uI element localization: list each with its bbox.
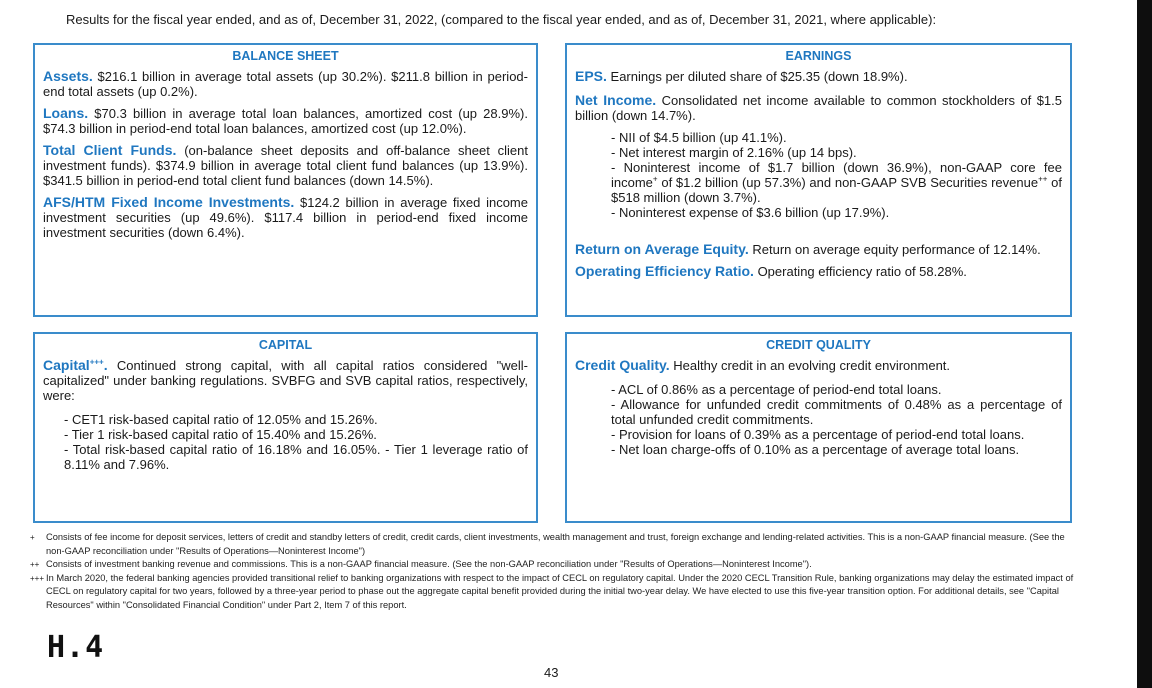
bullet-provision: - Provision for loans of 0.39% as a percentage of period-end total loans.	[611, 427, 1025, 442]
assets-label: Assets.	[43, 68, 93, 84]
viewer-edge-bar	[1137, 0, 1152, 688]
eps-text: Earnings per diluted share of $25.35 (down 18.9%).	[610, 69, 908, 84]
roe-label: Return on Average Equity.	[575, 241, 749, 257]
capital-title: CAPITAL	[258, 338, 313, 352]
bullet-acl: - ACL of 0.86% as a percentage of period-end total loans.	[611, 382, 942, 397]
footnote: +++ In March 2020, the federal banking agencies provided transitional relief to banking organizations with respect to the impact of CECL on regulatory capital. Under the 2020 CECL Transition Rule, banking organizations may delay the estimated impact of CECL on regulatory capital for two years, followed by a three-year period to phase out the aggregate capital benefit provided during the initial two-year delay. We have elected to use this five-year transition option. For additional details, see "Capital Resources" within "Consolidated Financial Condition" under Part 2, Item 7 of this report.	[30, 572, 1074, 610]
credit-quality-label: Credit Quality.	[575, 357, 670, 373]
bullet-noninterest-expense: - Noninterest expense of $3.6 billion (up 17.9%).	[611, 205, 890, 220]
credit-quality-paragraph	[575, 358, 1062, 373]
bullet-nii: - NII of $4.5 billion (up 41.1%).	[611, 130, 787, 145]
net-income-label: Net Income.	[575, 92, 657, 108]
earnings-title: EARNINGS	[785, 49, 852, 63]
eps-label: EPS.	[575, 68, 607, 84]
footnote: ++ Consists of investment banking revenue and commissions. This is a non-GAAP financial measure. (See the non-GAAP reconciliation under "Results of Operations—Noninterest Income").	[30, 559, 812, 569]
credit-quality-title: CREDIT QUALITY	[766, 338, 871, 352]
client-funds-label: Total Client Funds.	[43, 142, 177, 158]
bullet-nim: - Net interest margin of 2.16% (up 14 bps).	[611, 145, 857, 160]
loans-label: Loans.	[43, 105, 89, 121]
net-income-paragraph	[575, 93, 1062, 123]
roe-text: Return on average equity performance of 12.14%.	[752, 242, 1041, 257]
bullet-noninterest-income: - Noninterest income of $1.7 billion (down 36.9%), non-GAAP core fee income+ of $1.2 billion (up 57.3%) and non-GAAP SVB Securities revenue++ of $518 million (down 3.7%).	[611, 160, 1062, 205]
assets-paragraph	[43, 69, 528, 99]
loans-text: $70.3 billion in average total loan balances, amortized cost (up 28.9%). $74.3 billion in period-end total loan balances, amortized cost (up 12.0%).	[43, 106, 528, 136]
earnings-panel	[565, 43, 1072, 317]
assets-text: $216.1 billion in average total assets (up 30.2%). $211.8 billion in period-end total assets (up 0.2%).	[43, 69, 528, 99]
page-number: 43	[544, 665, 559, 680]
loans-paragraph	[43, 106, 528, 136]
client-funds-text: (on-balance sheet deposits and off-balance sheet client investment funds). $374.9 billion in average total client fund balances (up 13.9%). $341.5 billion in period-end total client fund balances (down 14.5%).	[43, 143, 528, 188]
fixed-income-label: AFS/HTM Fixed Income Investments.	[43, 194, 295, 210]
report-intro: Results for the fiscal year ended, and as of, December 31, 2022, (compared to the fiscal year ended, and as of, December 31, 2021, where applicable):	[66, 12, 937, 27]
fixed-income-paragraph	[43, 195, 528, 240]
eps-paragraph	[575, 69, 1062, 84]
bullet-cet1: - CET1 risk-based capital ratio of 12.05% and 15.26%.	[64, 412, 378, 427]
roe-paragraph	[575, 242, 1062, 257]
section-stamp: H.4	[47, 630, 105, 665]
capital-label: Capital+++.	[43, 357, 108, 373]
earnings-bullets	[611, 130, 1062, 220]
balance-sheet-panel	[33, 43, 538, 317]
efficiency-text: Operating efficiency ratio of 58.28%.	[757, 264, 967, 279]
credit-quality-bullets	[611, 382, 1062, 457]
capital-text: Continued strong capital, with all capital ratios considered "well-capitalized" under banking regulations. SVBFG and SVB capital ratios, respectively, were:	[43, 358, 528, 403]
footnotes	[30, 531, 1076, 612]
fixed-income-text: $124.2 billion in average fixed income investment securities (up 49.6%). $117.4 billion in period-end fixed income investment securities (down 6.4%).	[43, 195, 528, 240]
credit-quality-panel	[565, 332, 1072, 523]
balance-sheet-title: BALANCE SHEET	[232, 49, 339, 63]
client-funds-paragraph	[43, 143, 528, 188]
net-income-text: Consolidated net income available to common stockholders of $1.5 billion (down 14.7%).	[575, 93, 1062, 123]
efficiency-label: Operating Efficiency Ratio.	[575, 263, 754, 279]
bullet-unfunded-commitments: - Allowance for unfunded credit commitments of 0.48% as a percentage of total unfunded credit commitments.	[611, 397, 1062, 427]
bullet-total-risk: - Total risk-based capital ratio of 16.18% and 16.05%. - Tier 1 leverage ratio of 8.11% and 7.96%.	[64, 442, 528, 472]
capital-panel	[33, 332, 538, 523]
credit-quality-text: Healthy credit in an evolving credit environment.	[673, 358, 951, 373]
efficiency-paragraph	[575, 264, 1062, 279]
footnote: + Consists of fee income for deposit services, letters of credit and standby letters of credit, credit cards, client investments, wealth management and trust, foreign exchange and lending-related activities. This is a non-GAAP financial measure. (See the non-GAAP reconciliation under "Results of Operations—Noninterest Income")	[30, 532, 1065, 556]
capital-bullets	[64, 412, 528, 472]
bullet-charge-offs: - Net loan charge-offs of 0.10% as a percentage of average total loans.	[611, 442, 1020, 457]
capital-paragraph	[43, 358, 528, 403]
bullet-tier1: - Tier 1 risk-based capital ratio of 15.40% and 15.26%.	[64, 427, 377, 442]
